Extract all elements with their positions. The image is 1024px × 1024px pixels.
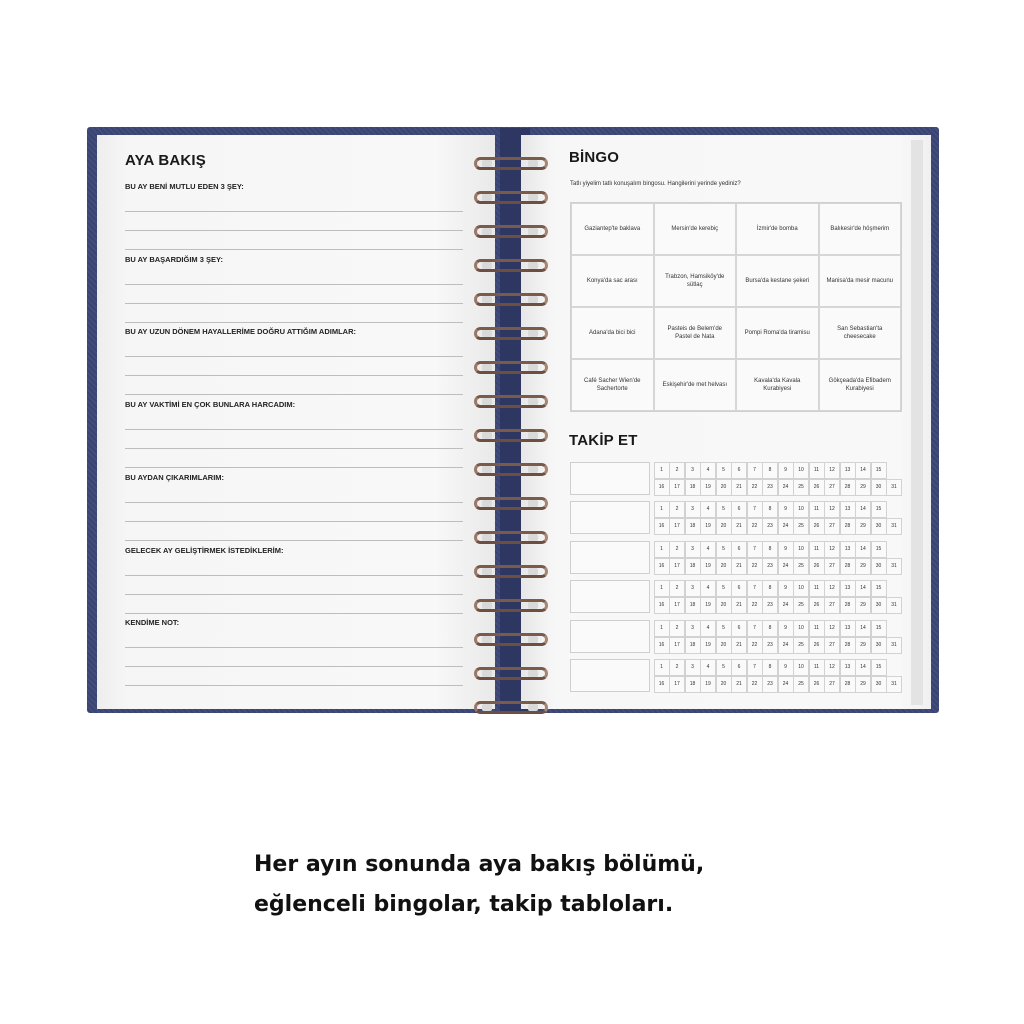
day-cell[interactable]: 8 [762, 541, 778, 559]
day-cell[interactable]: 15 [871, 462, 887, 480]
habit-name-box[interactable] [570, 541, 650, 574]
day-cell[interactable]: 30 [871, 479, 887, 497]
day-cell[interactable]: 14 [855, 462, 871, 480]
day-cell[interactable]: 2 [669, 580, 685, 598]
day-cell[interactable]: 9 [778, 462, 794, 480]
writing-line[interactable] [125, 629, 463, 648]
day-cell[interactable]: 29 [855, 676, 871, 694]
day-cell[interactable]: 19 [700, 597, 716, 615]
day-cell [886, 580, 902, 598]
spiral-ring [474, 701, 548, 714]
bingo-cell[interactable]: Gaziantep'te baklava [571, 203, 654, 255]
day-grid [654, 580, 902, 614]
bingo-cell[interactable]: Balıkesir'de höşmerim [819, 203, 902, 255]
tracker-row [570, 580, 902, 614]
day-grid [654, 541, 902, 575]
day-cell[interactable]: 16 [654, 597, 670, 615]
day-cell[interactable]: 3 [685, 462, 701, 480]
day-cell[interactable]: 17 [669, 479, 685, 497]
day-cell[interactable]: 22 [747, 676, 763, 694]
day-cell[interactable]: 4 [700, 620, 716, 638]
habit-name-box[interactable] [570, 620, 650, 653]
day-cell [886, 501, 902, 519]
day-cell[interactable]: 26 [809, 637, 825, 655]
day-cell[interactable]: 20 [716, 518, 732, 536]
caption-line-2: eğlenceli bingolar, takip tabloları. [254, 892, 674, 917]
writing-line[interactable] [125, 557, 463, 576]
reflection-section [125, 181, 463, 250]
day-cell[interactable]: 22 [747, 518, 763, 536]
writing-line[interactable] [125, 411, 463, 430]
day-cell[interactable]: 16 [654, 558, 670, 576]
day-cell[interactable]: 14 [855, 620, 871, 638]
day-cell[interactable]: 13 [840, 620, 856, 638]
day-cell[interactable]: 17 [669, 676, 685, 694]
bingo-cell[interactable]: Mersin'de kerebiç [654, 203, 737, 255]
day-cell[interactable]: 5 [716, 580, 732, 598]
day-cell[interactable]: 27 [824, 558, 840, 576]
day-cell[interactable]: 21 [731, 558, 747, 576]
day-cell[interactable]: 8 [762, 580, 778, 598]
day-cell[interactable]: 19 [700, 637, 716, 655]
bingo-cell[interactable]: Trabzon, Hamsiköy'de sütlaç [654, 255, 737, 307]
day-cell[interactable]: 23 [762, 518, 778, 536]
day-cell[interactable]: 15 [871, 541, 887, 559]
day-cell[interactable]: 27 [824, 518, 840, 536]
day-cell[interactable]: 12 [824, 541, 840, 559]
day-cell[interactable]: 30 [871, 558, 887, 576]
day-cell[interactable]: 28 [840, 518, 856, 536]
day-cell[interactable]: 7 [747, 462, 763, 480]
day-cell[interactable]: 10 [793, 501, 809, 519]
writing-line[interactable] [125, 266, 463, 285]
day-cell[interactable]: 28 [840, 597, 856, 615]
day-cell[interactable]: 23 [762, 558, 778, 576]
bingo-cell[interactable]: Manisa'da mesir macunu [819, 255, 902, 307]
section-label: GELECEK AY GELİŞTİRMEK İSTEDİKLERİM: [125, 546, 284, 555]
writing-line[interactable] [125, 212, 463, 231]
day-cell[interactable]: 17 [669, 637, 685, 655]
bingo-cell[interactable]: Gökçeada'da Efibadem Kurabiyesi [819, 359, 902, 411]
day-cell[interactable]: 15 [871, 580, 887, 598]
section-label: BU AY BENİ MUTLU EDEN 3 ŞEY: [125, 182, 244, 191]
writing-line[interactable] [125, 357, 463, 376]
day-cell[interactable]: 1 [654, 620, 670, 638]
day-cell[interactable]: 1 [654, 659, 670, 677]
day-cell[interactable]: 7 [747, 620, 763, 638]
day-cell[interactable]: 29 [855, 637, 871, 655]
day-cell[interactable]: 25 [793, 597, 809, 615]
day-cell[interactable]: 19 [700, 676, 716, 694]
bingo-title: BİNGO [569, 149, 620, 166]
day-cell[interactable]: 3 [685, 501, 701, 519]
spiral-ring [474, 225, 548, 238]
day-cell[interactable]: 16 [654, 676, 670, 694]
day-cell[interactable]: 6 [731, 462, 747, 480]
day-cell[interactable]: 31 [886, 479, 902, 497]
day-grid [654, 501, 902, 535]
day-cell[interactable]: 18 [685, 597, 701, 615]
day-cell[interactable]: 9 [778, 501, 794, 519]
spiral-ring [474, 429, 548, 442]
day-cell[interactable]: 21 [731, 637, 747, 655]
day-cell[interactable]: 6 [731, 501, 747, 519]
day-cell[interactable]: 5 [716, 620, 732, 638]
day-cell[interactable]: 7 [747, 501, 763, 519]
day-cell[interactable]: 5 [716, 659, 732, 677]
day-cell[interactable]: 13 [840, 462, 856, 480]
spiral-ring [474, 599, 548, 612]
day-cell[interactable]: 1 [654, 462, 670, 480]
day-cell[interactable]: 23 [762, 479, 778, 497]
day-cell[interactable]: 6 [731, 659, 747, 677]
day-cell[interactable]: 19 [700, 479, 716, 497]
writing-line[interactable] [125, 522, 463, 541]
day-cell[interactable]: 30 [871, 637, 887, 655]
tracker-row [570, 659, 902, 693]
day-cell[interactable]: 4 [700, 541, 716, 559]
writing-line[interactable] [125, 595, 463, 614]
day-cell[interactable]: 5 [716, 462, 732, 480]
day-cell[interactable]: 31 [886, 518, 902, 536]
day-cell[interactable]: 15 [871, 620, 887, 638]
day-cell[interactable]: 6 [731, 541, 747, 559]
day-cell[interactable]: 20 [716, 597, 732, 615]
day-cell[interactable]: 10 [793, 580, 809, 598]
day-cell [886, 620, 902, 638]
day-cell[interactable]: 2 [669, 659, 685, 677]
day-cell[interactable]: 19 [700, 558, 716, 576]
reflection-section [125, 472, 463, 541]
day-cell[interactable]: 29 [855, 597, 871, 615]
reflection-section [125, 617, 463, 686]
day-cell[interactable]: 31 [886, 676, 902, 694]
day-cell[interactable]: 13 [840, 580, 856, 598]
day-cell [886, 541, 902, 559]
day-cell[interactable]: 5 [716, 541, 732, 559]
day-cell[interactable]: 28 [840, 676, 856, 694]
day-cell[interactable]: 26 [809, 597, 825, 615]
writing-line[interactable] [125, 484, 463, 503]
day-cell[interactable]: 10 [793, 620, 809, 638]
day-cell[interactable]: 31 [886, 558, 902, 576]
day-cell[interactable]: 4 [700, 462, 716, 480]
reflection-section [125, 545, 463, 614]
day-cell[interactable]: 24 [778, 676, 794, 694]
day-cell[interactable]: 1 [654, 580, 670, 598]
day-cell[interactable]: 18 [685, 637, 701, 655]
reflection-section [125, 326, 463, 395]
day-cell[interactable]: 28 [840, 479, 856, 497]
tracker-row [570, 462, 902, 496]
day-cell[interactable]: 11 [809, 620, 825, 638]
bingo-cell[interactable]: Pasteis de Belem'de Pastel de Nata [654, 307, 737, 359]
writing-line[interactable] [125, 449, 463, 468]
writing-line[interactable] [125, 576, 463, 595]
spiral-ring [474, 191, 548, 204]
bingo-grid [570, 202, 902, 412]
writing-line[interactable] [125, 667, 463, 686]
day-cell[interactable]: 12 [824, 501, 840, 519]
day-cell[interactable]: 28 [840, 637, 856, 655]
day-cell[interactable]: 16 [654, 518, 670, 536]
day-cell[interactable]: 9 [778, 541, 794, 559]
habit-name-box[interactable] [570, 501, 650, 534]
writing-line[interactable] [125, 193, 463, 212]
day-cell[interactable]: 4 [700, 501, 716, 519]
day-cell[interactable]: 29 [855, 558, 871, 576]
day-cell[interactable]: 18 [685, 479, 701, 497]
day-cell[interactable]: 2 [669, 462, 685, 480]
day-cell[interactable]: 1 [654, 541, 670, 559]
day-cell[interactable]: 11 [809, 541, 825, 559]
spiral-ring [474, 293, 548, 306]
day-cell[interactable]: 16 [654, 479, 670, 497]
reflection-section [125, 399, 463, 468]
writing-line[interactable] [125, 231, 463, 250]
day-cell[interactable]: 13 [840, 501, 856, 519]
day-cell[interactable]: 20 [716, 637, 732, 655]
spiral-ring [474, 157, 548, 170]
day-cell[interactable]: 31 [886, 637, 902, 655]
day-cell[interactable]: 1 [654, 501, 670, 519]
spiral-ring [474, 633, 548, 646]
day-cell[interactable]: 29 [855, 479, 871, 497]
day-cell[interactable]: 9 [778, 620, 794, 638]
habit-name-box[interactable] [570, 580, 650, 613]
day-grid [654, 462, 902, 496]
day-cell[interactable]: 24 [778, 558, 794, 576]
bingo-cell[interactable]: Bursa'da kestane şekeri [736, 255, 819, 307]
day-cell[interactable]: 20 [716, 558, 732, 576]
tracker-row [570, 541, 902, 575]
day-cell[interactable]: 25 [793, 637, 809, 655]
day-cell[interactable]: 7 [747, 580, 763, 598]
day-cell[interactable]: 26 [809, 676, 825, 694]
day-cell[interactable]: 22 [747, 597, 763, 615]
writing-line[interactable] [125, 376, 463, 395]
bingo-cell[interactable]: Kavala'da Kavala Kurabiyesi [736, 359, 819, 411]
day-cell[interactable]: 14 [855, 541, 871, 559]
bingo-cell[interactable]: Café Sacher Wien'de Sachertorte [571, 359, 654, 411]
day-cell[interactable]: 23 [762, 637, 778, 655]
day-cell[interactable]: 2 [669, 501, 685, 519]
day-grid [654, 659, 902, 693]
day-cell[interactable]: 5 [716, 501, 732, 519]
section-label: KENDİME NOT: [125, 618, 180, 627]
habit-name-box[interactable] [570, 462, 650, 495]
day-cell[interactable]: 25 [793, 518, 809, 536]
tracker-row [570, 501, 902, 535]
bingo-cell[interactable]: San Sebastian'ta cheesecake [819, 307, 902, 359]
section-label: BU AYDAN ÇIKARIMLARIM: [125, 473, 225, 482]
day-cell[interactable]: 3 [685, 659, 701, 677]
day-cell[interactable]: 15 [871, 659, 887, 677]
day-cell[interactable]: 22 [747, 637, 763, 655]
day-cell[interactable]: 4 [700, 580, 716, 598]
day-cell[interactable]: 11 [809, 501, 825, 519]
day-cell[interactable]: 17 [669, 558, 685, 576]
day-cell[interactable]: 14 [855, 580, 871, 598]
day-cell[interactable]: 23 [762, 676, 778, 694]
day-cell[interactable]: 18 [685, 518, 701, 536]
day-cell[interactable]: 25 [793, 479, 809, 497]
day-cell[interactable]: 21 [731, 676, 747, 694]
day-cell[interactable]: 25 [793, 676, 809, 694]
spiral-ring [474, 565, 548, 578]
day-cell[interactable]: 29 [855, 518, 871, 536]
day-cell[interactable]: 8 [762, 659, 778, 677]
day-cell[interactable]: 14 [855, 501, 871, 519]
section-label: BU AY UZUN DÖNEM HAYALLERİME DOĞRU ATTIĞIM ADIMLAR: [125, 327, 356, 336]
bingo-cell[interactable]: İzmir'de bomba [736, 203, 819, 255]
page-title-aya-bakis: AYA BAKIŞ [125, 152, 206, 169]
day-cell[interactable]: 20 [716, 676, 732, 694]
day-cell[interactable]: 12 [824, 659, 840, 677]
day-cell[interactable]: 9 [778, 580, 794, 598]
day-cell[interactable]: 19 [700, 518, 716, 536]
reflection-section [125, 254, 463, 323]
writing-line[interactable] [125, 338, 463, 357]
day-cell[interactable]: 8 [762, 501, 778, 519]
day-cell[interactable]: 21 [731, 597, 747, 615]
day-cell[interactable]: 30 [871, 597, 887, 615]
day-cell[interactable]: 12 [824, 620, 840, 638]
day-cell[interactable]: 3 [685, 620, 701, 638]
day-cell[interactable]: 13 [840, 659, 856, 677]
writing-line[interactable] [125, 304, 463, 323]
day-cell[interactable]: 22 [747, 479, 763, 497]
day-cell[interactable]: 27 [824, 637, 840, 655]
day-cell[interactable]: 11 [809, 659, 825, 677]
day-cell[interactable]: 2 [669, 620, 685, 638]
day-cell[interactable]: 28 [840, 558, 856, 576]
bingo-subtitle: Tatlı yiyelim tatlı konuşalım bingosu. Hangilerini yerinde yediniz? [570, 181, 741, 187]
writing-line[interactable] [125, 503, 463, 522]
day-cell[interactable]: 14 [855, 659, 871, 677]
day-cell[interactable]: 27 [824, 479, 840, 497]
day-cell[interactable]: 7 [747, 541, 763, 559]
day-cell[interactable]: 27 [824, 597, 840, 615]
day-cell[interactable]: 26 [809, 518, 825, 536]
section-label: BU AY BAŞARDIĞIM 3 ŞEY: [125, 255, 223, 264]
day-cell[interactable]: 26 [809, 558, 825, 576]
day-cell [886, 462, 902, 480]
day-cell[interactable]: 30 [871, 518, 887, 536]
spiral-ring [474, 463, 548, 476]
day-cell[interactable]: 22 [747, 558, 763, 576]
day-cell[interactable]: 8 [762, 620, 778, 638]
day-cell[interactable]: 18 [685, 558, 701, 576]
spiral-ring [474, 361, 548, 374]
spiral-ring [474, 667, 548, 680]
day-cell[interactable]: 20 [716, 479, 732, 497]
day-cell[interactable]: 24 [778, 479, 794, 497]
writing-line[interactable] [125, 648, 463, 667]
day-cell[interactable]: 18 [685, 676, 701, 694]
day-cell[interactable]: 26 [809, 479, 825, 497]
writing-line[interactable] [125, 285, 463, 304]
day-cell[interactable]: 2 [669, 541, 685, 559]
day-cell[interactable]: 24 [778, 637, 794, 655]
day-cell[interactable]: 24 [778, 518, 794, 536]
day-cell [886, 659, 902, 677]
day-cell[interactable]: 7 [747, 659, 763, 677]
day-cell[interactable]: 3 [685, 541, 701, 559]
tracker-row [570, 620, 902, 654]
day-cell[interactable]: 10 [793, 462, 809, 480]
day-cell[interactable]: 24 [778, 597, 794, 615]
spiral-ring [474, 531, 548, 544]
bingo-cell[interactable]: Pompi Roma'da tiramisu [736, 307, 819, 359]
day-cell[interactable]: 9 [778, 659, 794, 677]
day-cell[interactable]: 27 [824, 676, 840, 694]
day-cell[interactable]: 17 [669, 597, 685, 615]
day-cell[interactable]: 3 [685, 580, 701, 598]
day-cell[interactable]: 17 [669, 518, 685, 536]
day-cell[interactable]: 11 [809, 580, 825, 598]
day-cell[interactable]: 23 [762, 597, 778, 615]
day-cell[interactable]: 10 [793, 659, 809, 677]
day-grid [654, 620, 902, 654]
day-cell[interactable]: 21 [731, 479, 747, 497]
spiral-ring [474, 395, 548, 408]
tracker-title: TAKİP ET [569, 432, 638, 449]
day-cell[interactable]: 6 [731, 580, 747, 598]
day-cell[interactable]: 8 [762, 462, 778, 480]
section-label: BU AY VAKTİMİ EN ÇOK BUNLARA HARCADIM: [125, 400, 296, 409]
spiral-ring [474, 497, 548, 510]
bingo-cell[interactable]: Konya'da sac arası [571, 255, 654, 307]
day-cell[interactable]: 11 [809, 462, 825, 480]
day-cell[interactable]: 16 [654, 637, 670, 655]
spiral-ring [474, 259, 548, 272]
habit-name-box[interactable] [570, 659, 650, 692]
day-cell[interactable]: 4 [700, 659, 716, 677]
day-cell[interactable]: 12 [824, 580, 840, 598]
day-cell[interactable]: 10 [793, 541, 809, 559]
bingo-cell[interactable]: Adana'da bici bici [571, 307, 654, 359]
writing-line[interactable] [125, 430, 463, 449]
day-cell[interactable]: 31 [886, 597, 902, 615]
bingo-cell[interactable]: Eskişehir'de met helvası [654, 359, 737, 411]
day-cell[interactable]: 30 [871, 676, 887, 694]
day-cell[interactable]: 25 [793, 558, 809, 576]
day-cell[interactable]: 15 [871, 501, 887, 519]
day-cell[interactable]: 13 [840, 541, 856, 559]
page-edge [911, 140, 923, 705]
spiral-ring [474, 327, 548, 340]
day-cell[interactable]: 21 [731, 518, 747, 536]
day-cell[interactable]: 6 [731, 620, 747, 638]
day-cell[interactable]: 12 [824, 462, 840, 480]
caption-line-1: Her ayın sonunda aya bakış bölümü, [254, 852, 705, 877]
